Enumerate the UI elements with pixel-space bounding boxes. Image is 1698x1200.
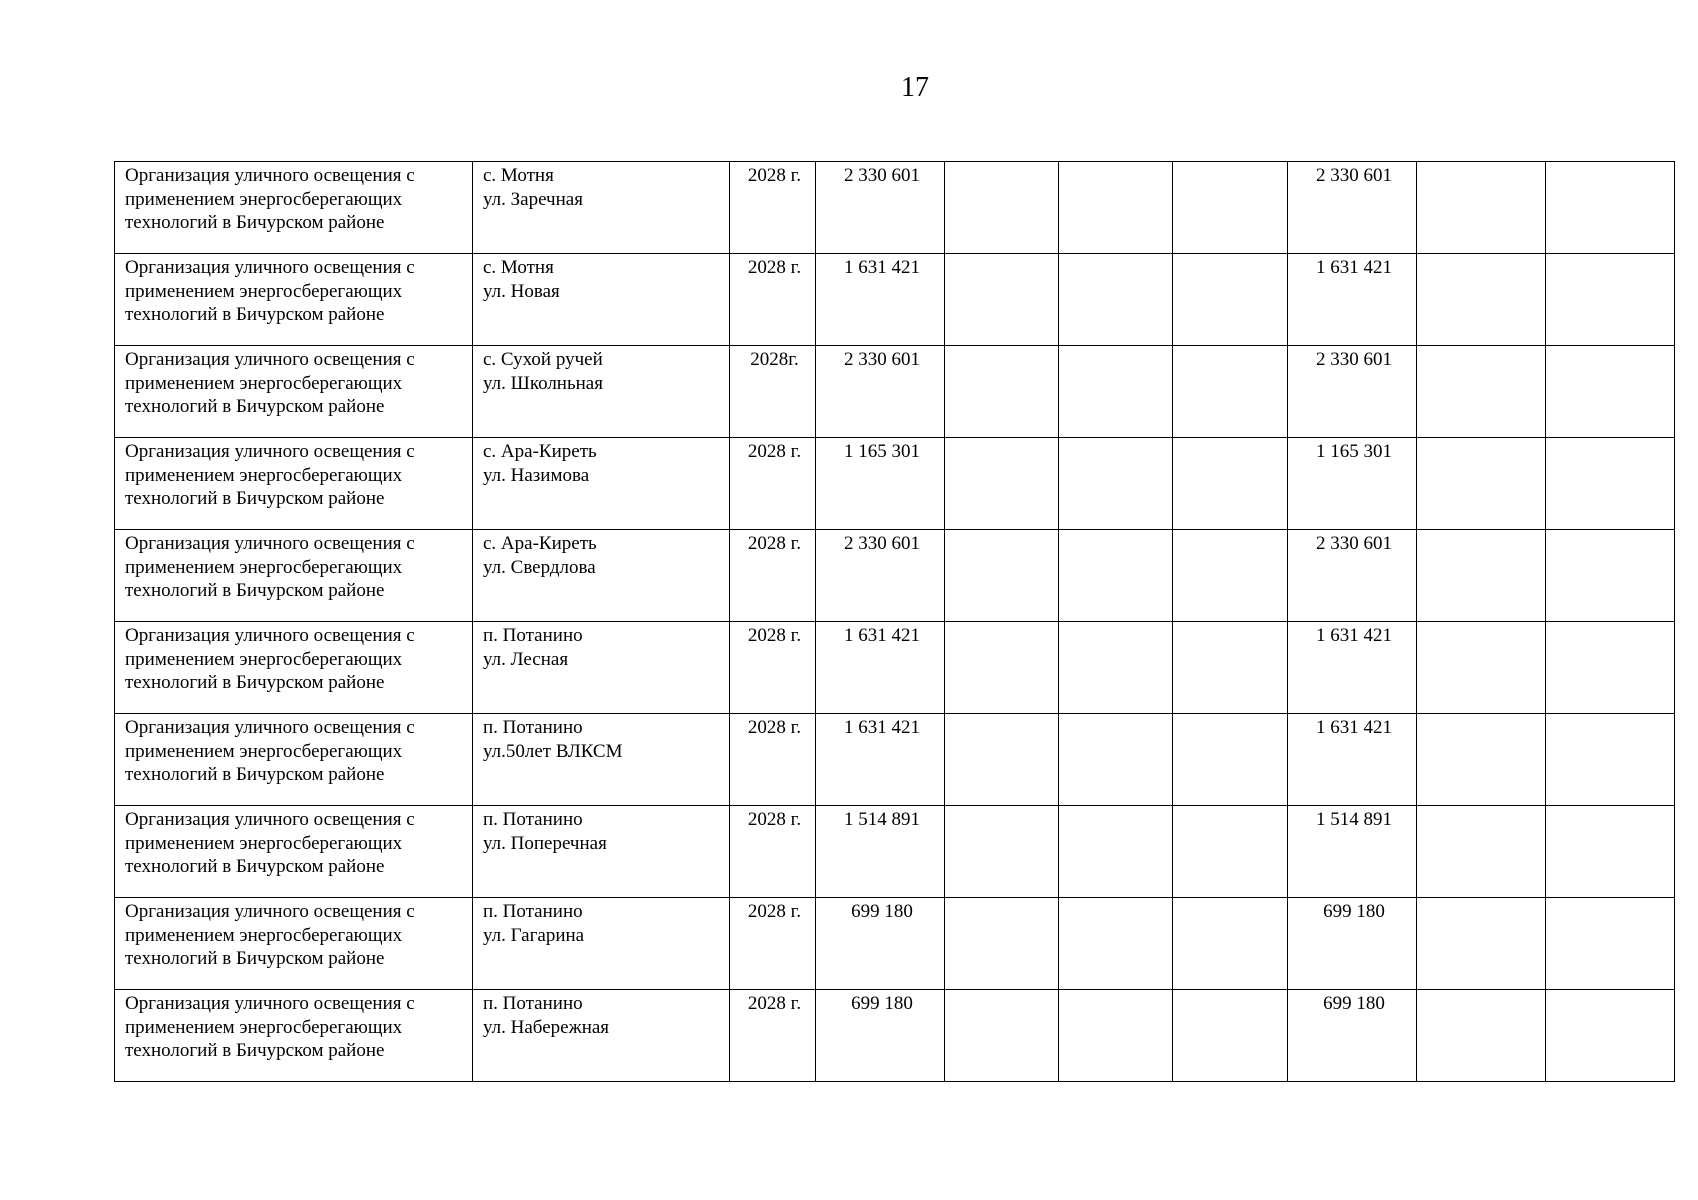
cell-col9 xyxy=(1417,346,1546,438)
cell-year: 2028 г. xyxy=(730,530,816,622)
table-row xyxy=(115,622,1675,714)
cell-col8-amount: 699 180 xyxy=(1288,990,1417,1082)
cell-location: с. Сухой ручей ул. Школньная xyxy=(473,346,730,438)
cell-col8-amount: 1 631 421 xyxy=(1288,714,1417,806)
cell-col5 xyxy=(945,346,1059,438)
cell-year: 2028 г. xyxy=(730,438,816,530)
cell-activity: Организация уличного освещения с применением энергосберегающих технологий в Бичурском районе xyxy=(115,162,473,254)
cell-col6 xyxy=(1059,346,1173,438)
cell-col10 xyxy=(1546,346,1675,438)
cell-total-amount: 2 330 601 xyxy=(816,162,945,254)
table-row xyxy=(115,898,1675,990)
cell-col9 xyxy=(1417,622,1546,714)
cell-col5 xyxy=(945,714,1059,806)
cell-col9 xyxy=(1417,714,1546,806)
cell-col9 xyxy=(1417,254,1546,346)
cell-total-amount: 1 631 421 xyxy=(816,254,945,346)
cell-location: п. Потанино ул. Гагарина xyxy=(473,898,730,990)
cell-col8-amount: 1 631 421 xyxy=(1288,254,1417,346)
cell-activity: Организация уличного освещения с применением энергосберегающих технологий в Бичурском районе xyxy=(115,990,473,1082)
cell-col7 xyxy=(1173,438,1288,530)
cell-location: п. Потанино ул.50лет ВЛКСМ xyxy=(473,714,730,806)
cell-col9 xyxy=(1417,806,1546,898)
cell-col9 xyxy=(1417,530,1546,622)
cell-col6 xyxy=(1059,898,1173,990)
cell-col9 xyxy=(1417,438,1546,530)
lighting-table xyxy=(114,161,1675,1082)
cell-col8-amount: 2 330 601 xyxy=(1288,530,1417,622)
cell-col6 xyxy=(1059,438,1173,530)
cell-col6 xyxy=(1059,990,1173,1082)
cell-col8-amount: 1 514 891 xyxy=(1288,806,1417,898)
cell-col10 xyxy=(1546,438,1675,530)
cell-year: 2028 г. xyxy=(730,622,816,714)
cell-total-amount: 699 180 xyxy=(816,898,945,990)
cell-col8-amount: 2 330 601 xyxy=(1288,162,1417,254)
cell-col7 xyxy=(1173,162,1288,254)
table-row xyxy=(115,346,1675,438)
cell-col6 xyxy=(1059,162,1173,254)
cell-total-amount: 699 180 xyxy=(816,990,945,1082)
cell-col5 xyxy=(945,162,1059,254)
cell-activity: Организация уличного освещения с применением энергосберегающих технологий в Бичурском районе xyxy=(115,254,473,346)
cell-activity: Организация уличного освещения с применением энергосберегающих технологий в Бичурском районе xyxy=(115,530,473,622)
cell-total-amount: 2 330 601 xyxy=(816,346,945,438)
cell-col8-amount: 1 631 421 xyxy=(1288,622,1417,714)
cell-col7 xyxy=(1173,530,1288,622)
cell-year: 2028г. xyxy=(730,346,816,438)
table-row xyxy=(115,438,1675,530)
cell-col5 xyxy=(945,530,1059,622)
cell-col10 xyxy=(1546,530,1675,622)
cell-col10 xyxy=(1546,162,1675,254)
cell-col6 xyxy=(1059,622,1173,714)
cell-col5 xyxy=(945,990,1059,1082)
cell-col7 xyxy=(1173,898,1288,990)
cell-activity: Организация уличного освещения с применением энергосберегающих технологий в Бичурском районе xyxy=(115,622,473,714)
cell-location: с. Мотня ул. Новая xyxy=(473,254,730,346)
cell-year: 2028 г. xyxy=(730,714,816,806)
table-row xyxy=(115,162,1675,254)
cell-location: п. Потанино ул. Поперечная xyxy=(473,806,730,898)
table-row xyxy=(115,990,1675,1082)
cell-activity: Организация уличного освещения с применением энергосберегающих технологий в Бичурском районе xyxy=(115,346,473,438)
cell-col6 xyxy=(1059,714,1173,806)
cell-year: 2028 г. xyxy=(730,254,816,346)
cell-year: 2028 г. xyxy=(730,806,816,898)
page-number: 17 xyxy=(901,72,929,103)
cell-activity: Организация уличного освещения с применением энергосберегающих технологий в Бичурском районе xyxy=(115,806,473,898)
cell-col5 xyxy=(945,622,1059,714)
cell-col7 xyxy=(1173,346,1288,438)
cell-total-amount: 1 631 421 xyxy=(816,622,945,714)
cell-col6 xyxy=(1059,254,1173,346)
cell-col10 xyxy=(1546,254,1675,346)
cell-col7 xyxy=(1173,714,1288,806)
cell-location: с. Мотня ул. Заречная xyxy=(473,162,730,254)
cell-col8-amount: 2 330 601 xyxy=(1288,346,1417,438)
cell-col9 xyxy=(1417,990,1546,1082)
cell-col10 xyxy=(1546,622,1675,714)
cell-activity: Организация уличного освещения с применением энергосберегающих технологий в Бичурском районе xyxy=(115,714,473,806)
cell-total-amount: 1 165 301 xyxy=(816,438,945,530)
cell-total-amount: 2 330 601 xyxy=(816,530,945,622)
table-row xyxy=(115,254,1675,346)
cell-col5 xyxy=(945,254,1059,346)
cell-col7 xyxy=(1173,622,1288,714)
table-row xyxy=(115,806,1675,898)
cell-col6 xyxy=(1059,530,1173,622)
cell-location: с. Ара-Киреть ул. Назимова xyxy=(473,438,730,530)
cell-col5 xyxy=(945,806,1059,898)
cell-col10 xyxy=(1546,898,1675,990)
cell-col6 xyxy=(1059,806,1173,898)
cell-location: п. Потанино ул. Набережная xyxy=(473,990,730,1082)
cell-col5 xyxy=(945,438,1059,530)
cell-col8-amount: 1 165 301 xyxy=(1288,438,1417,530)
cell-col7 xyxy=(1173,990,1288,1082)
cell-year: 2028 г. xyxy=(730,162,816,254)
cell-activity: Организация уличного освещения с применением энергосберегающих технологий в Бичурском районе xyxy=(115,438,473,530)
table-row xyxy=(115,714,1675,806)
cell-year: 2028 г. xyxy=(730,898,816,990)
cell-location: п. Потанино ул. Лесная xyxy=(473,622,730,714)
cell-col7 xyxy=(1173,254,1288,346)
cell-location: с. Ара-Киреть ул. Свердлова xyxy=(473,530,730,622)
cell-col9 xyxy=(1417,898,1546,990)
table-row xyxy=(115,530,1675,622)
cell-total-amount: 1 631 421 xyxy=(816,714,945,806)
cell-col10 xyxy=(1546,806,1675,898)
cell-col10 xyxy=(1546,714,1675,806)
cell-activity: Организация уличного освещения с применением энергосберегающих технологий в Бичурском районе xyxy=(115,898,473,990)
cell-col5 xyxy=(945,898,1059,990)
cell-col10 xyxy=(1546,990,1675,1082)
cell-col7 xyxy=(1173,806,1288,898)
cell-col8-amount: 699 180 xyxy=(1288,898,1417,990)
cell-year: 2028 г. xyxy=(730,990,816,1082)
cell-total-amount: 1 514 891 xyxy=(816,806,945,898)
cell-col9 xyxy=(1417,162,1546,254)
